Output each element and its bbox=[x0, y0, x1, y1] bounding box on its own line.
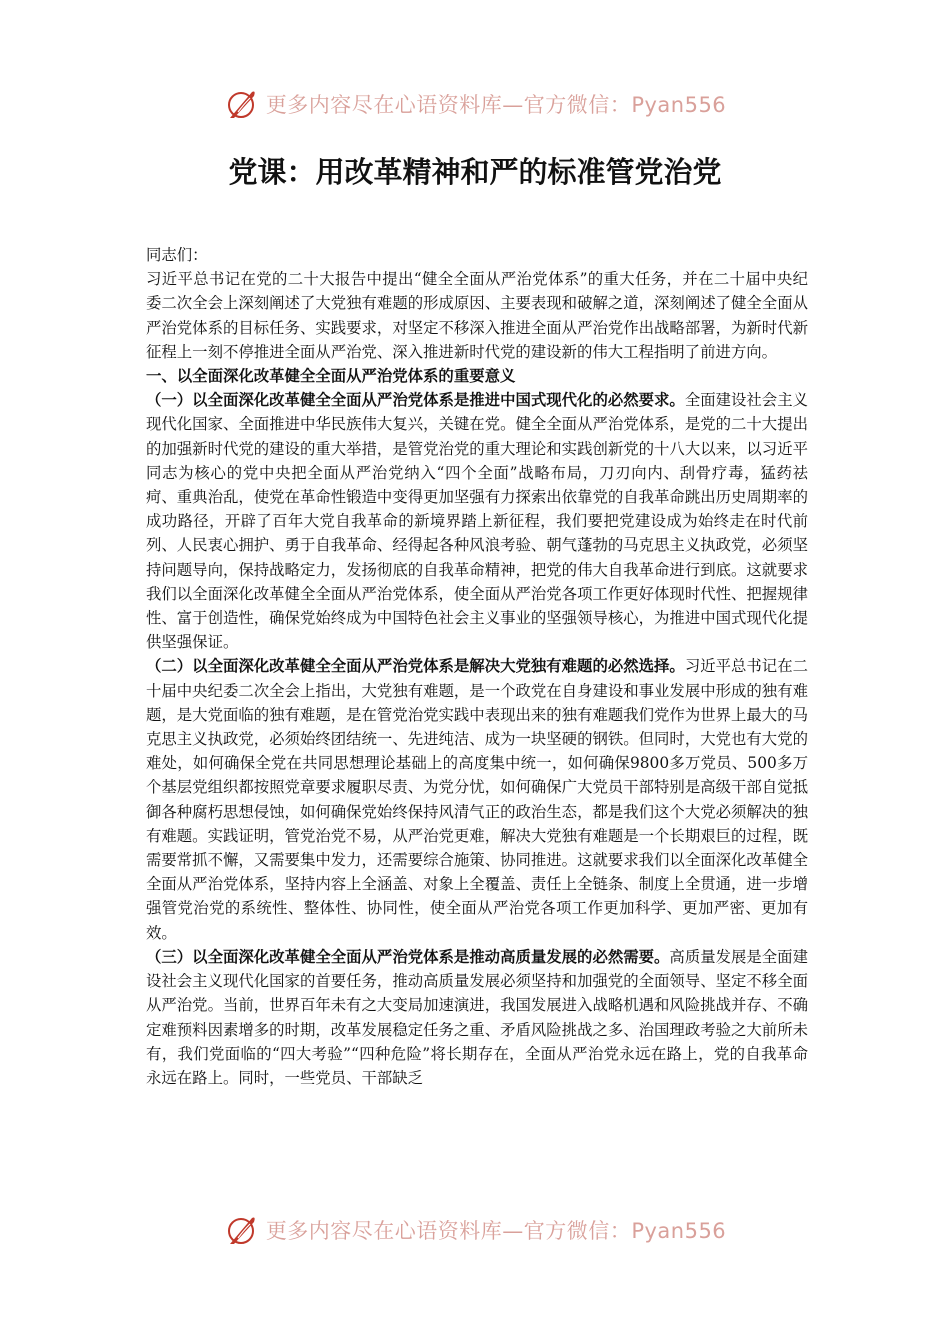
page-title: 党课：用改革精神和严的标准管党治党 bbox=[228, 155, 722, 189]
paragraph-3-body: 高质量发展是全面建设社会主义现代化国家的首要任务，推动高质量发展必须坚持和加强党的全面领导、坚定不移全面从严治党。当前，世界百年未有之大变局加速演进，我国发展进入战略机遇和风险挑战并存、不确定难预料因素增多的时期，改革发展稳定任务之重、矛盾风险挑战之多、治国理政考验之大前所未有，我们党面临的“四大考验”“四种危险”将长期存在，全面从严治党永远在路上，党的自我革命永远在路上。同时，一些党员、干部缺乏 bbox=[146, 947, 808, 1087]
paragraph-2-lead: （二）以全面深化改革健全全面从严治党体系是解决大党独有难题的必然选择。 bbox=[146, 657, 685, 676]
quill-logo-icon bbox=[224, 1212, 260, 1248]
paragraph-1 bbox=[146, 388, 808, 654]
paragraph-3-lead: （三）以全面深化改革健全全面从严治党体系是推动高质量发展的必然需要。 bbox=[146, 947, 670, 966]
section-heading: 一、以全面深化改革健全全面从严治党体系的重要意义 bbox=[146, 367, 516, 386]
footer-banner bbox=[0, 1210, 950, 1250]
paragraph-2 bbox=[146, 654, 808, 944]
paragraph-1-body: 全面建设社会主义现代化国家、全面推进中华民族伟大复兴，关键在党。健全全面从严治党体系，是党的二十大提出的加强新时代党的建设的重大举措，是管党治党的重大理论和实践创新党的十八大以来，以习近平同志为核心的党中央把全面从严治党纳入“四个全面”战略布局，刀刃向内、刮骨疗毒，猛药祛疴、重典治乱，使党在革命性锻造中变得更加坚强有力探索出依靠党的自我革命跳出历史周期率的成功路径，开辟了百年大党自我革命的新境界踏上新征程，我们要把党建设成为始终走在时代前列、人民衷心拥护、勇于自我革命、经得起各种风浪考验、朝气蓬勃的马克思主义执政党，必须坚持问题导向，保持战略定力，发扬彻底的自我革命精神，把党的伟大自我革命进行到底。这就要求我们以全面深化改革健全全面从严治党体系，使全面从严治党各项工作更好体现时代性、把握规律性、富于创造性，确保党始终成为中国特色社会主义事业的坚强领导核心，为推进中国式现代化提供坚强保证。 bbox=[146, 391, 808, 652]
intro-paragraph: 习近平总书记在党的二十大报告中提出“健全全面从严治党体系”的重大任务，并在二十届中央纪委二次全会上深刻阐述了大党独有难题的形成原因、主要表现和破解之道，深刻阐述了健全全面从严治党体系的目标任务、实践要求，对坚定不移深入推进全面从严治党作出战略部署，为新时代新征程上一刻不停推进全面从严治党、深入推进新时代党的建设新的伟大工程指明了前进方向。 bbox=[146, 270, 808, 361]
greeting: 同志们： bbox=[146, 246, 208, 264]
paragraph-2-body: 习近平总书记在二十届中央纪委二次全会上指出，大党独有难题，是一个政党在自身建设和事业发展中形成的独有难题，是大党面临的独有难题，是在管党治党实践中表现出来的独有难题我们党作为世界上最大的马克思主义执政党，必须始终团结统一、先进纯洁、成为一块坚硬的钢铁。但同时，大党也有大党的难处，如何确保全党在共同思想理论基础上的高度集中统一，如何确保9800多万党员、500多万个基层党组织都按照党章要求履职尽责、为党分忧，如何确保广大党员干部特别是高级干部自觉抵御各种腐朽思想侵蚀，如何确保党始终保持风清气正的政治生态，都是我们这个大党必须解决的独有难题。实践证明，管党治党不易，从严治党更难，解决大党独有难题是一个长期艰巨的过程，既需要常抓不懈，又需要集中发力，还需要综合施策、协同推进。这就要求我们以全面深化改革健全全面从严治党体系，坚持内容上全涵盖、对象上全覆盖、责任上全链条、制度上全贯通，进一步增强管党治党的系统性、整体性、协同性，使全面从严治党各项工作更加科学、更加严密、更加有效。 bbox=[146, 657, 808, 942]
banner-text: 更多内容尽在心语资料库—官方微信：Pyan556 bbox=[265, 93, 727, 117]
banner-text: 更多内容尽在心语资料库—官方微信：Pyan556 bbox=[265, 1219, 727, 1243]
quill-logo-icon bbox=[224, 86, 260, 122]
header-banner bbox=[0, 84, 950, 124]
paragraph-1-lead: （一）以全面深化改革健全全面从严治党体系是推进中国式现代化的必然要求。 bbox=[146, 391, 685, 410]
paragraph-3 bbox=[146, 945, 808, 1090]
document-body bbox=[146, 243, 808, 1090]
